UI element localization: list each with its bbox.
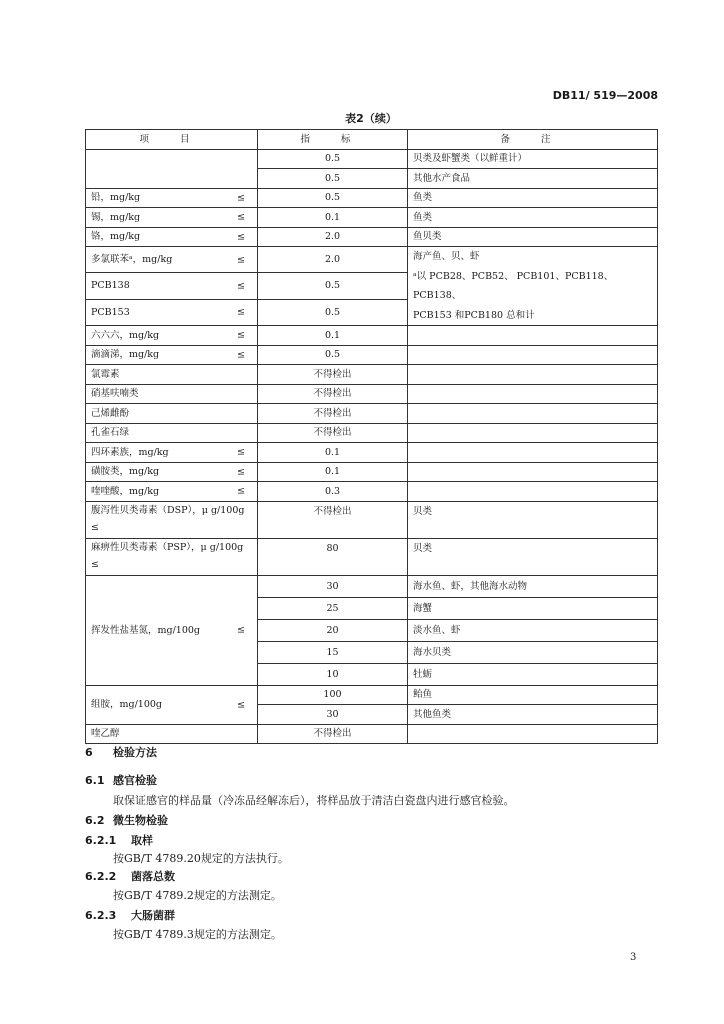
note-cell	[408, 345, 658, 365]
section-6-2-1-text: 按GB/T 4789.20规定的方法执行。	[113, 852, 289, 865]
item-cell	[86, 724, 258, 744]
note-line: PCB153 和PCB180 总和计	[413, 309, 535, 321]
table-header-row	[86, 130, 658, 150]
leq-symbol: ≤	[237, 280, 245, 292]
section-number: 6.1	[85, 774, 105, 787]
item-label: 挥发性盐基氮，mg/100g	[91, 624, 201, 636]
item-cell	[86, 423, 258, 443]
item-cell	[86, 247, 258, 273]
item-label: PCB153	[91, 306, 130, 318]
indicator-cell: 不得检出	[258, 724, 408, 744]
indicator-cell: 20	[258, 619, 408, 641]
note-cell	[408, 423, 658, 443]
indicator-cell: 100	[258, 685, 408, 705]
item-cell	[86, 365, 258, 385]
table-row	[86, 149, 658, 169]
note-cell: 鲐鱼	[408, 685, 658, 705]
item-cell	[86, 384, 258, 404]
item-label: 四环素族，mg/kg	[91, 446, 169, 458]
note-cell	[408, 404, 658, 424]
standard-code: DB11/ 519—2008	[552, 89, 658, 102]
indicator-cell: 不得检出	[258, 365, 408, 385]
item-label: 滴滴涕，mg/kg	[91, 349, 160, 361]
table-row	[86, 462, 658, 482]
note-cell: 贝类	[408, 538, 658, 575]
note-cell	[408, 462, 658, 482]
item-cell	[86, 443, 258, 463]
item-label: 多氯联苯ᵃ，mg/kg	[91, 254, 173, 266]
leq-symbol: ≤	[237, 624, 245, 636]
section-6-2-1-heading	[85, 832, 153, 848]
note-cell: 其他鱼类	[408, 705, 658, 725]
indicator-cell: 0.1	[258, 208, 408, 228]
note-cell: 鱼类	[408, 208, 658, 228]
table-row	[86, 538, 658, 575]
leq-symbol: ≤	[237, 349, 245, 361]
section-6-2-2-text: 按GB/T 4789.2规定的方法测定。	[113, 889, 282, 902]
section-number: 6.2.2	[85, 870, 117, 883]
section-6-2-2-heading	[85, 868, 175, 884]
note-cell: 鱼类	[408, 188, 658, 208]
table-row	[86, 227, 658, 247]
note-cell: 鱼贝类	[408, 227, 658, 247]
limits-table	[85, 129, 658, 744]
leq-symbol: ≤	[237, 231, 245, 243]
note-cell	[408, 443, 658, 463]
table-row	[86, 326, 658, 346]
table-row	[86, 724, 658, 744]
indicator-cell: 15	[258, 641, 408, 663]
indicator-cell: 0.5	[258, 149, 408, 169]
item-cell	[86, 299, 258, 325]
indicator-cell: 0.5	[258, 188, 408, 208]
leq-symbol: ≤	[237, 699, 245, 710]
item-cell	[86, 345, 258, 365]
page-number: 3	[630, 952, 637, 963]
leq-symbol: ≤	[237, 254, 245, 266]
item-cell	[86, 227, 258, 247]
indicator-cell: 30	[258, 575, 408, 597]
section-6-2-heading	[85, 812, 168, 828]
leq-symbol: ≤	[237, 329, 245, 341]
table-row	[86, 247, 658, 273]
indicator-cell: 0.1	[258, 462, 408, 482]
note-line: 海产鱼、贝、虾	[413, 251, 480, 262]
item-label: 锡，mg/kg	[91, 211, 141, 223]
item-cell	[86, 273, 258, 299]
item-label: 硝基呋喃类	[91, 388, 139, 400]
indicator-cell: 2.0	[258, 227, 408, 247]
item-cell	[86, 208, 258, 228]
indicator-cell: 不得检出	[258, 423, 408, 443]
item-label: 铬，mg/kg	[91, 231, 141, 243]
table-row	[86, 423, 658, 443]
note-cell	[408, 365, 658, 385]
leq-symbol: ≤	[91, 558, 99, 570]
leq-symbol: ≤	[237, 211, 245, 223]
item-cell	[86, 482, 258, 502]
table-row	[86, 443, 658, 463]
section-6-1-text: 取保证感官的样品量（冷冻品经解冻后），将样品放于清洁白瓷盘内进行感官检验。	[113, 794, 515, 807]
table-row	[86, 575, 658, 597]
column-header-indicator: 指 标	[258, 130, 408, 150]
table-row	[86, 384, 658, 404]
item-cell	[86, 149, 258, 188]
indicator-cell: 30	[258, 705, 408, 725]
item-label: 喹喹酸，mg/kg	[91, 485, 160, 497]
item-cell	[86, 685, 258, 724]
item-cell	[86, 404, 258, 424]
table-row	[86, 345, 658, 365]
leq-symbol: ≤	[237, 192, 245, 204]
section-title: 菌落总数	[131, 870, 175, 883]
section-title: 感官检验	[113, 774, 157, 787]
note-line: ᵃ以 PCB28、PCB52、 PCB101、PCB118、PCB138、	[413, 270, 614, 301]
indicator-cell: 0.1	[258, 326, 408, 346]
section-6-2-3-text: 按GB/T 4789.3规定的方法测定。	[113, 928, 282, 941]
indicator-cell: 10	[258, 663, 408, 685]
indicator-cell: 0.5	[258, 345, 408, 365]
note-cell	[408, 247, 658, 326]
table-row	[86, 365, 658, 385]
indicator-cell: 不得检出	[258, 384, 408, 404]
note-cell: 海水贝类	[408, 641, 658, 663]
item-label: 磺胺类，mg/kg	[91, 466, 160, 478]
item-cell	[86, 501, 258, 538]
item-label: 六六六，mg/kg	[91, 329, 160, 341]
item-cell	[86, 326, 258, 346]
note-cell: 海水鱼、虾，其他海水动物	[408, 575, 658, 597]
column-header-item: 项 目	[86, 130, 258, 150]
leq-symbol: ≤	[91, 521, 99, 533]
section-title: 取样	[131, 834, 153, 847]
item-cell	[86, 462, 258, 482]
leq-symbol: ≤	[237, 446, 245, 458]
leq-symbol: ≤	[237, 466, 245, 478]
item-cell	[86, 538, 258, 575]
item-label: 麻痹性贝类毒素（PSP），μ g/100g	[91, 541, 244, 553]
note-cell	[408, 482, 658, 502]
table-row	[86, 208, 658, 228]
item-label: PCB138	[91, 280, 130, 292]
note-cell: 牡蛎	[408, 663, 658, 685]
note-cell	[408, 724, 658, 744]
indicator-cell: 不得检出	[258, 501, 408, 538]
indicator-cell: 0.5	[258, 299, 408, 325]
table-row	[86, 685, 658, 705]
section-title: 检验方法	[113, 746, 157, 759]
indicator-cell: 0.3	[258, 482, 408, 502]
item-label: 氯霉素	[91, 368, 120, 380]
note-cell	[408, 384, 658, 404]
item-label: 己烯雌酚	[91, 407, 130, 419]
note-cell	[408, 326, 658, 346]
section-number: 6.2.3	[85, 909, 117, 922]
note-cell: 海蟹	[408, 597, 658, 619]
indicator-cell: 0.1	[258, 443, 408, 463]
item-label: 铅，mg/kg	[91, 192, 141, 204]
note-cell: 贝类	[408, 501, 658, 538]
table-row	[86, 482, 658, 502]
item-label: 腹泻性贝类毒素（DSP），μ g/100g	[91, 504, 245, 516]
indicator-cell: 2.0	[258, 247, 408, 273]
section-6-heading	[85, 744, 157, 760]
item-label: 孔雀石绿	[91, 427, 130, 439]
leq-symbol: ≤	[237, 306, 245, 318]
table-row	[86, 404, 658, 424]
table-row	[86, 188, 658, 208]
indicator-cell: 25	[258, 597, 408, 619]
indicator-cell: 不得检出	[258, 404, 408, 424]
item-cell	[86, 575, 258, 685]
item-cell	[86, 188, 258, 208]
section-title: 大肠菌群	[131, 909, 175, 922]
leq-symbol: ≤	[237, 485, 245, 497]
indicator-cell: 0.5	[258, 169, 408, 189]
indicator-cell: 0.5	[258, 273, 408, 299]
column-header-note: 备 注	[408, 130, 658, 150]
section-number: 6.2.1	[85, 834, 117, 847]
section-6-2-3-heading	[85, 907, 175, 923]
section-number: 6.2	[85, 814, 105, 827]
note-cell: 其他水产食品	[408, 169, 658, 189]
indicator-cell: 80	[258, 538, 408, 575]
item-label: 组胺，mg/100g	[91, 699, 163, 710]
section-number: 6	[85, 746, 93, 759]
table-caption: 表2（续）	[345, 112, 397, 125]
table-row	[86, 501, 658, 538]
section-6-1-heading	[85, 772, 157, 788]
section-title: 微生物检验	[113, 814, 168, 827]
item-label: 喹乙醇	[91, 728, 120, 740]
note-cell: 贝类及虾蟹类（以鲜重计）	[408, 149, 658, 169]
note-cell: 淡水鱼、虾	[408, 619, 658, 641]
